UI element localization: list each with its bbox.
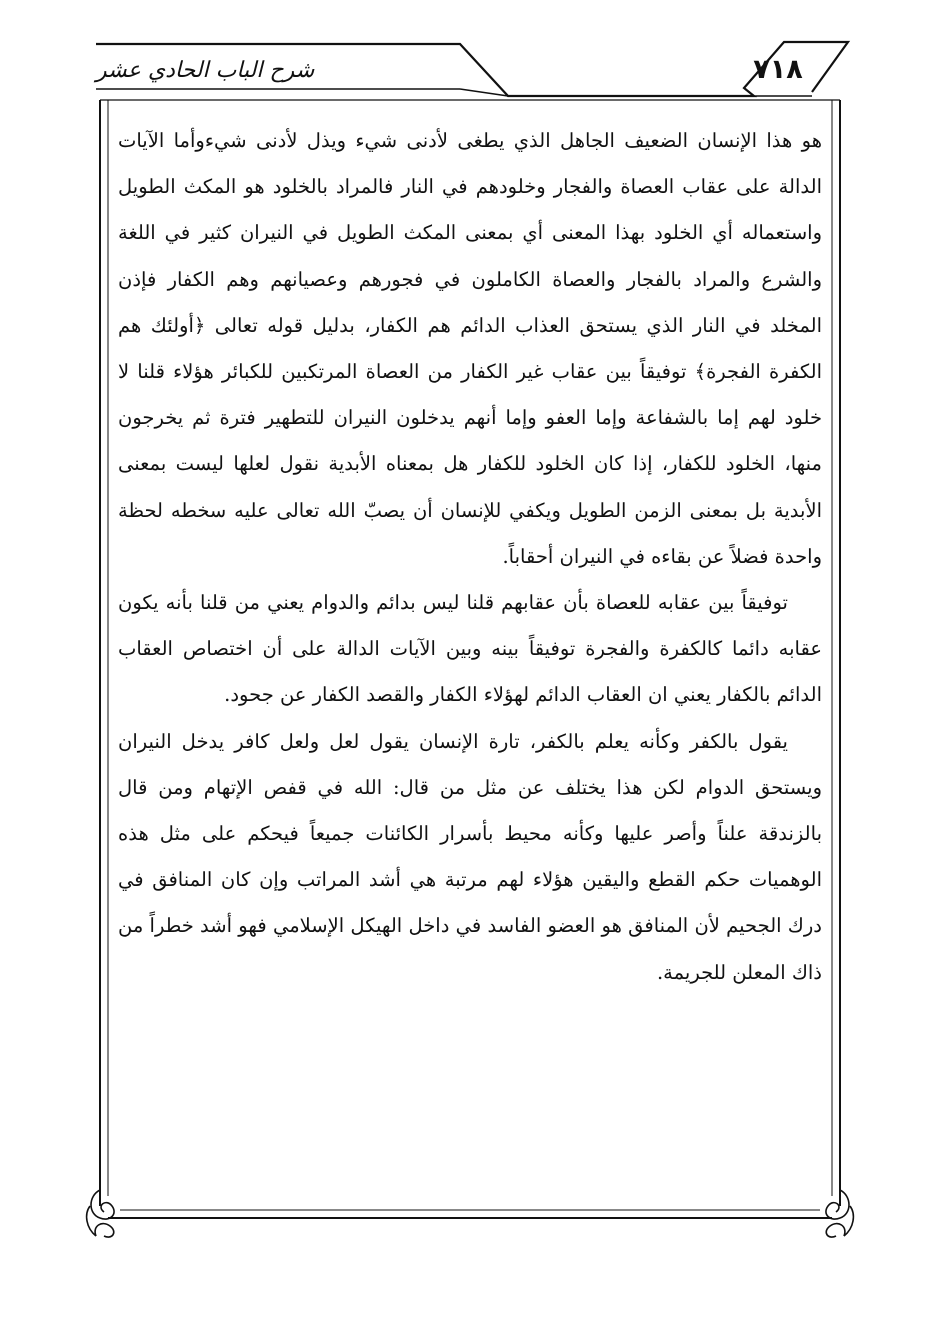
page-number: ٧١٨ bbox=[753, 54, 803, 85]
paragraph: يقول بالكفر وكأنه يعلم بالكفر، تارة الإنسان يقول لعل ولعل كافر يدخل النيران ويستحق الدوام لكن هذا يختلف عن مثل من قال: الله في قفص الإتهام ومن قال بالزندقة علناً وأصر عليها وكأنه محيط بأسرار الكائنات جميعاً فيحكم على مثل هذه الوهميات حكم القطع واليقين هؤلاء لهم مرتبة هي أشد المراتب وإن كان المنافق في درك الجحيم لأن المنافق هو العضو الفاسد في داخل الهيكل الإسلامي فهو أشد خطراً من ذاك المعلن للجريمة. bbox=[118, 729, 822, 984]
running-header-title: شرح الباب الحادي عشر bbox=[96, 58, 315, 83]
paragraph: توفيقاً بين عقابه للعصاة بأن عقابهم قلنا ليس بدائم والدوام يعني من قلنا بأنه يكون عقابه دائما كالكفرة والفجرة توفيقاً بينه وبين الآيات الدالة على أن اختصاص العقاب الدائم بالكفار يعني ان العقاب الدائم لهؤلاء الكفار والقصد الكفار عن جحود. bbox=[118, 591, 822, 707]
body-text bbox=[118, 118, 822, 996]
paragraph: هو هذا الإنسان الضعيف الجاهل الذي يطغى لأدنى شيء ويذل لأدنى شيءوأما الآيات الدالة على عقاب العصاة والفجار وخلودهم في النار فالمراد بالخلود هو المكث الطويل واستعماله أي الخلود بهذا المعنى أي بمعنى المكث الطويل في النيران كثير في اللغة والشرع والمراد بالفجار والعصاة الكاملون في فجورهم وعصيانهم وهم الكفار فإذن المخلد في النار الذي يستحق العذاب الدائم هم الكفار، بدليل قوله تعالى ﴿أولئك هم الكفرة الفجرة﴾ توفيقاً بين عقاب غير الكفار من العصاة المرتكبين للكبائر هؤلاء قلنا لا خلود لهم إما بالشفاعة وإما العفو وإما أنهم يدخلون النيران للتطهير فترة ثم يخرجون منها، الخلود للكفار، إذا كان الخلود للكفار هل بمعناه الأبدية نقول لعلها ليست بمعنى الأبدية بل بمعنى الزمن الطويل ويكفي للإنسان أن يصبّ الله تعالى عليه سخطه لحظة واحدة فضلاً عن بقاءه في النيران أحقاباً. bbox=[118, 129, 822, 568]
